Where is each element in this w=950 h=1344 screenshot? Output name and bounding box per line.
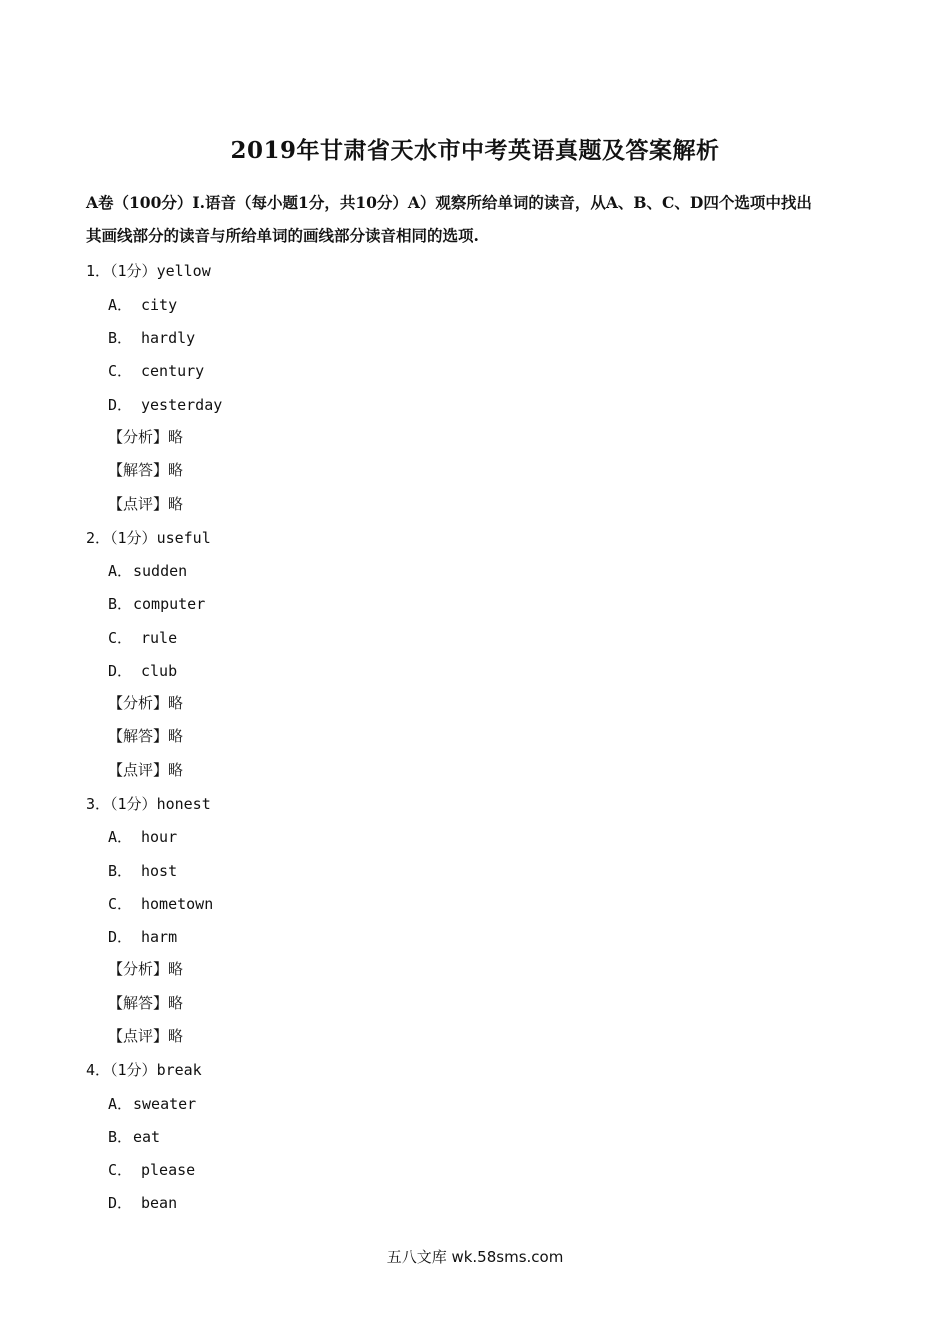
question-number: 4．	[86, 1061, 111, 1079]
question-score: （1分）	[110, 795, 157, 813]
page-footer: 五八文库 wk.58sms.com	[386, 1248, 564, 1266]
instructions-line-1: A卷（100分）Ⅰ.语音（每小题1分，共10分）A）观察所给单词的读音，从A、B、C、D四个选项中找出	[86, 193, 812, 212]
analysis-note: 【分析】略	[108, 960, 184, 978]
question-number: 1．	[86, 262, 111, 280]
option-c: C． please	[108, 1161, 196, 1179]
question-score: （1分）	[110, 529, 157, 547]
option-b: B． hardly	[108, 329, 196, 347]
question-word: yellow	[156, 262, 211, 280]
question-word: useful	[156, 529, 211, 547]
comment-note: 【点评】略	[108, 495, 184, 513]
answer-note: 【解答】略	[108, 461, 184, 479]
question-1	[86, 260, 211, 281]
question-number: 2．	[86, 529, 111, 547]
analysis-note: 【分析】略	[108, 428, 184, 446]
option-b: B．computer	[108, 595, 206, 613]
question-word: honest	[156, 795, 211, 813]
question-score: （1分）	[110, 262, 157, 280]
option-a: A． city	[108, 296, 178, 314]
question-3	[86, 793, 211, 814]
question-word: break	[156, 1061, 202, 1079]
section-instructions	[86, 186, 876, 252]
option-a: A．sweater	[108, 1095, 197, 1113]
comment-note: 【点评】略	[108, 1027, 184, 1045]
option-c: C． hometown	[108, 895, 214, 913]
option-d: D． club	[108, 662, 178, 680]
instructions-line-2: 其画线部分的读音与所给单词的画线部分读音相同的选项.	[86, 226, 479, 245]
question-score: （1分）	[110, 1061, 157, 1079]
question-2	[86, 527, 211, 548]
analysis-note: 【分析】略	[108, 694, 184, 712]
option-d: D． yesterday	[108, 396, 223, 414]
option-a: A．sudden	[108, 562, 188, 580]
option-a: A． hour	[108, 828, 178, 846]
option-d: D． bean	[108, 1194, 178, 1212]
option-b: B． host	[108, 862, 178, 880]
comment-note: 【点评】略	[108, 761, 184, 779]
option-c: C． rule	[108, 629, 178, 647]
question-number: 3．	[86, 795, 111, 813]
answer-note: 【解答】略	[108, 994, 184, 1012]
option-b: B．eat	[108, 1128, 161, 1146]
page-title: 2019年甘肃省天水市中考英语真题及答案解析	[230, 137, 720, 164]
option-c: C． century	[108, 362, 205, 380]
answer-note: 【解答】略	[108, 727, 184, 745]
question-4	[86, 1059, 202, 1080]
option-d: D． harm	[108, 928, 178, 946]
